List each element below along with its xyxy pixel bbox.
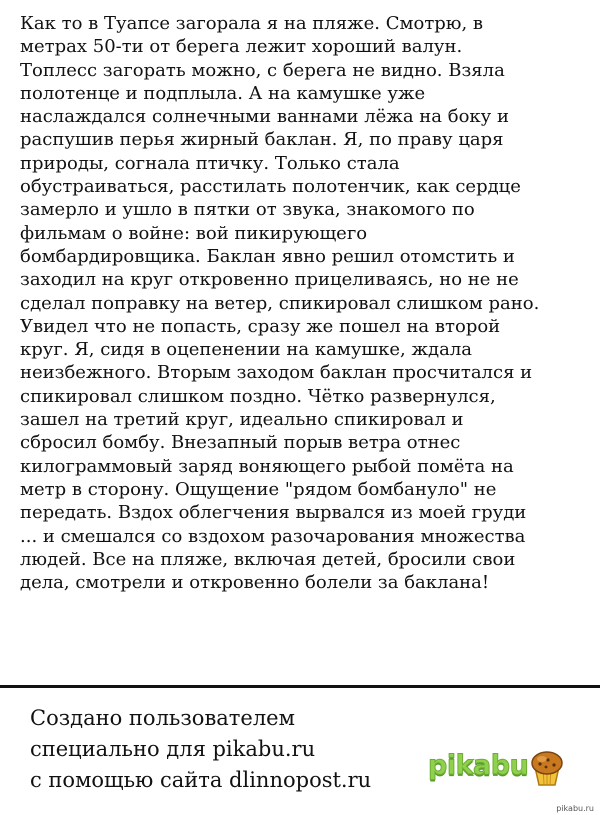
story-line: килограммовый заряд воняющего рыбой помёта на: [20, 455, 514, 477]
story-line: зашел на третий круг, идеально спикировал и: [20, 409, 464, 431]
story-line: метр в сторону. Ощущение "рядом бомбануло" не: [20, 478, 497, 500]
story-line: наслаждался солнечными ваннами лёжа на боку и: [20, 106, 509, 128]
story-line: бомбардировщика. Баклан явно решил отомстить и: [20, 245, 515, 267]
story-line: обустраиваться, расстилать полотенчик, как сердце: [20, 176, 521, 198]
story-line: неизбежного. Вторым заходом баклан просчитался и: [20, 362, 533, 384]
footer-line: с помощью сайта dlinnopost.ru: [30, 768, 372, 792]
story-line: ... и смешался со вздохом разочарования множества: [20, 525, 526, 547]
story-line: круг. Я, сидя в оцепенении на камушке, ждала: [20, 339, 473, 361]
footer-divider: [0, 685, 600, 688]
source-watermark: pikabu.ru: [556, 804, 594, 813]
story-line: распушив перья жирный баклан. Я, по праву царя: [20, 129, 504, 151]
story-line: Как то в Туапсе загорала я на пляже. Смотрю, в: [20, 13, 484, 34]
story-line: полотенце и подплыла. А на камушке уже: [20, 82, 426, 104]
story-line: дела, смотрели и откровенно болели за баклана!: [20, 572, 490, 594]
pikabu-logo: [428, 748, 568, 788]
footer-line: Создано пользователем: [30, 706, 295, 730]
story-line: природы, согнала птичку. Только стала: [20, 152, 400, 174]
story-line: замерло и ушло в пятки от звука, знакомого по: [20, 199, 475, 221]
story-line: спикировал слишком поздно. Чётко развернулся,: [20, 385, 496, 407]
story-line: людей. Все на пляже, включая детей, бросили свои: [20, 548, 516, 570]
pikabu-logo-text: pikabu: [428, 750, 529, 781]
muffin-icon: [528, 748, 566, 793]
story-line: метрах 50-ти от берега лежит хороший валун.: [20, 36, 463, 58]
story-line: заходил на круг откровенно прицеливаясь, но не не: [20, 269, 519, 291]
footer-line: специально для pikabu.ru: [30, 737, 316, 761]
story-line: сбросил бомбу. Внезапный порыв ветра отнес: [20, 432, 461, 454]
story-line: Топлесс загорать можно, с берега не видно. Взяла: [20, 59, 505, 81]
story-line: фильмам о войне: вой пикирующего: [20, 222, 368, 244]
story-line: сделал поправку на ветер, спикировал слишком рано.: [20, 292, 540, 314]
story-line: Увидел что не попасть, сразу же пошел на второй: [20, 315, 501, 337]
footer-credits: [30, 703, 371, 796]
story-line: передать. Вздох облегчения вырвался из моей груди: [20, 502, 527, 524]
story-text: [20, 12, 592, 594]
